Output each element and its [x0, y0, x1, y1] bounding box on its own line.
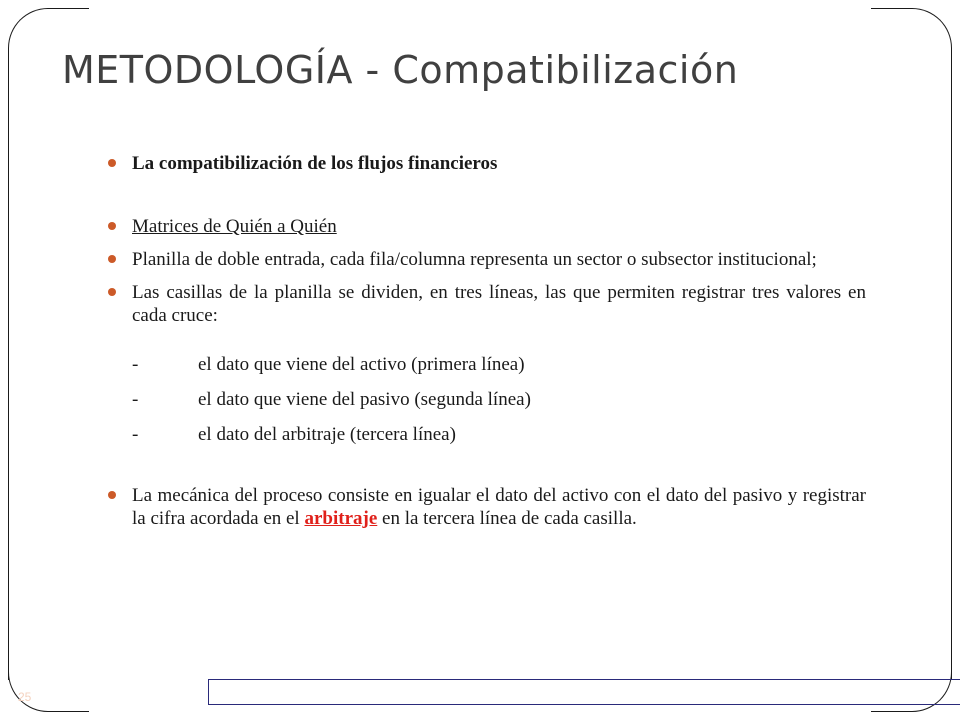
dash-marker: - [132, 389, 139, 410]
slide-title: METODOLOGÍA - Compatibilización [62, 48, 739, 92]
bullet-casillas [108, 281, 866, 327]
bullet-mecanica-text-before: La mecánica del proceso consiste en igualar el dato del activo con el dato del pasivo y registrar la cifra acordada en el [132, 485, 866, 529]
slide-content [108, 152, 866, 530]
dash-line-text: el dato que viene del activo (primera línea) [198, 354, 525, 375]
bullet-heading-text: La compatibilización de los flujos financieros [132, 153, 498, 174]
bullet-mecanica [108, 484, 866, 530]
bullet-casillas-text: Las casillas de la planilla se dividen, en tres líneas, las que permiten registrar tres valores en cada cruce: [132, 282, 866, 326]
bullet-dot-icon [108, 255, 116, 263]
footer-bar [208, 679, 960, 705]
bullet-mecanica-text-after: en la tercera línea de cada casilla. [377, 508, 637, 529]
bullet-dot-icon [108, 491, 116, 499]
bullet-dot-icon [108, 288, 116, 296]
bullet-dot-icon [108, 222, 116, 230]
bullet-dot-icon [108, 159, 116, 167]
frame-corner-top-right [871, 8, 952, 69]
frame-edge-left [8, 60, 9, 680]
dash-marker: - [132, 424, 139, 445]
frame-edge-right [951, 60, 952, 680]
bullet-matrices [108, 215, 866, 238]
dash-line-activo [108, 353, 866, 376]
dash-line-text: el dato que viene del pasivo (segunda línea) [198, 389, 531, 410]
dash-line-text: el dato del arbitraje (tercera línea) [198, 424, 456, 445]
bullet-planilla [108, 248, 866, 271]
dash-marker: - [132, 354, 139, 375]
dash-line-arbitraje [108, 423, 866, 446]
page-number: 25 [18, 690, 32, 704]
bullet-matrices-text: Matrices de Quién a Quién [132, 216, 337, 237]
bullet-planilla-text: Planilla de doble entrada, cada fila/columna representa un sector o subsector institucional; [132, 249, 817, 270]
bullet-heading [108, 152, 866, 175]
arbitraje-link[interactable]: arbitraje [304, 508, 378, 529]
dash-line-pasivo [108, 388, 866, 411]
